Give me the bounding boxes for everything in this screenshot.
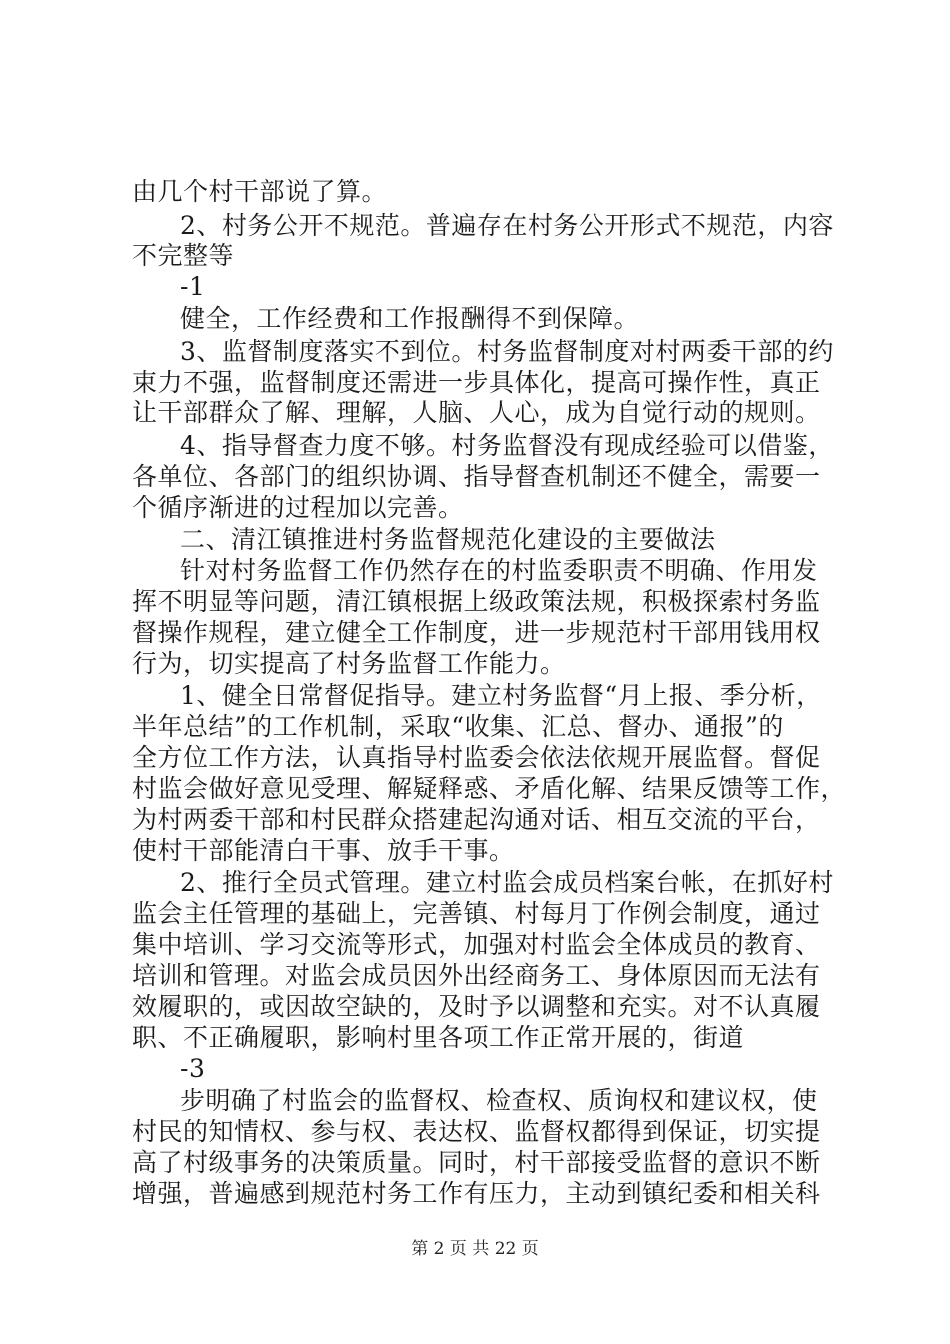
- text-line: 使村干部能清白干事、放手干事。: [132, 836, 515, 865]
- page-marker: -3: [180, 1054, 206, 1083]
- text-line: 高了村级事务的决策质量。同时，村干部接受监督的意识不断: [132, 1148, 821, 1177]
- text-line: 挥不明显等问题，清江镇根据上级政策法规，积极探索村务监: [132, 587, 821, 616]
- text-line: 监会主任管理的基础上，完善镇、村每月丁作例会制度，通过: [132, 899, 821, 928]
- text-line: 1、健全日常督促指导。建立村务监督“月上报、季分析，: [180, 681, 822, 710]
- text-line: 健全，工作经费和工作报酬得不到保障。: [180, 304, 640, 333]
- text-line: 各单位、各部门的组织协调、指导督查机制还不健全，需要一: [132, 462, 821, 491]
- text-line: 3、监督制度落实不到位。村务监督制度对村两委干部的约: [180, 337, 834, 366]
- text-line: 不完整等: [132, 241, 235, 270]
- text-line: 职、不正确履职，影响村里各项工作正常开展的，街道: [132, 1023, 745, 1052]
- text-line: 为村两委干部和村民群众搭建起沟通对话、相互交流的平台，: [132, 805, 821, 834]
- text-line: 增强，普遍感到规范村务工作有压力，主动到镇纪委和相关科: [132, 1179, 821, 1208]
- text-line: 4、指导督查力度不够。村务监督没有现成经验可以借鉴，: [180, 431, 834, 460]
- text-line: 集中培训、学习交流等形式，加强对村监会全体成员的教育、: [132, 930, 821, 959]
- text-line: 效履职的，或因故空缺的，及时予以调整和充实。对不认真履: [132, 992, 821, 1021]
- text-line: 2、推行全员式管理。建立村监会成员档案台帐，在抓好村: [180, 868, 834, 897]
- text-line: 督操作规程，建立健全工作制度，进一步规范村干部用钱用权: [132, 618, 821, 647]
- text-line: 村监会做好意见受理、解疑释惑、矛盾化解、结果反馈等工作，: [132, 774, 847, 803]
- text-line: 束力不强，监督制度还需进一步具体化，提高可操作性，真正: [132, 368, 821, 397]
- text-line: 由几个村干部说了算。: [132, 177, 388, 206]
- text-line: 步明确了村监会的监督权、检查权、质询权和建议权，使: [180, 1086, 818, 1115]
- text-line: 全方位工作方法，认真指导村监委会依法依规开展监督。督促: [132, 743, 821, 772]
- text-line: 行为，切实提高了村务监督工作能力。: [132, 649, 566, 678]
- text-line: 村民的知情权、参与权、表达权、监督权都得到保证，切实提: [132, 1117, 821, 1146]
- text-line: 个循序渐进的过程加以完善。: [132, 493, 464, 522]
- text-line: 半年总结”的工作机制，采取“收集、汇总、督办、通报”的: [132, 712, 784, 741]
- text-line: 2、村务公开不规范。普遍存在村务公开形式不规范，内容: [180, 211, 834, 240]
- page-footer: 第 2 页 共 22 页: [411, 1239, 539, 1259]
- text-line: 培训和管理。对监会成员因外出经商务工、身体原因而无法有: [132, 961, 821, 990]
- section-heading: 二、清江镇推进村务监督规范化建设的主要做法: [180, 525, 716, 554]
- text-line: 针对村务监督工作仍然存在的村监委职责不明确、作用发: [180, 556, 818, 585]
- text-line: 让干部群众了解、理解，人脑、人心，成为自觉行动的规则。: [132, 398, 821, 427]
- page-marker: -1: [180, 272, 206, 301]
